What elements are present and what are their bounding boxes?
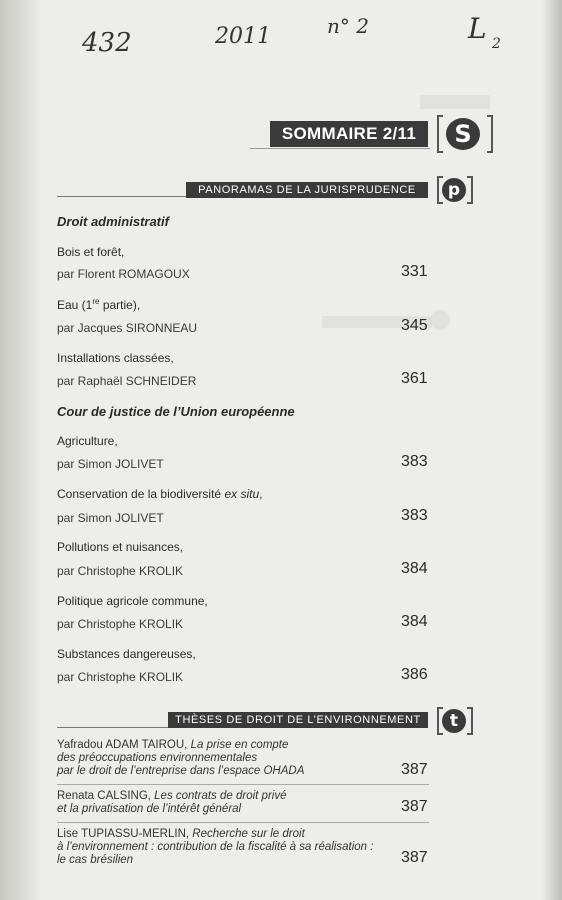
entry-title: Eau (1re partie), (57, 297, 141, 312)
entry-separator (57, 784, 429, 785)
entry-title: Politique agricole commune, (57, 594, 208, 608)
entry-author: par Florent ROMAGOUX (57, 267, 190, 281)
entry-page-number: 384 (401, 613, 428, 630)
entry-page-number: 387 (401, 798, 428, 815)
entry-author: par Raphaël SCHNEIDER (57, 374, 197, 388)
entry-page-number: 384 (401, 560, 428, 577)
handwritten-letter: L (468, 12, 487, 45)
t-letter-icon: t (442, 709, 466, 733)
entry-author: par Christophe KROLIK (57, 564, 184, 578)
entry-author: par Christophe KROLIK (57, 670, 184, 684)
entry-page-number: 387 (401, 849, 428, 866)
entry-title: Pollutions et nuisances, (57, 540, 184, 554)
category-heading: Droit administratif (57, 214, 169, 229)
handwritten-issue: n° 2 (327, 14, 369, 38)
entry-page-number: 331 (401, 263, 428, 280)
thesis-entry-text: Lise TUPIASSU-MERLIN, Recherche sur le droit à l’environnement : contribution de la fiscalité à sa réalisation : le cas brésilien (57, 828, 374, 866)
entry-title: Bois et forêt, (57, 245, 125, 259)
entry-title: Conservation de la biodiversité ex situ, (57, 487, 263, 501)
entry-author: par Simon JOLIVET (57, 457, 164, 471)
p-letter-icon: p (442, 178, 466, 202)
entry-page-number: 387 (401, 761, 428, 778)
section-rule (57, 196, 187, 197)
entry-author: par Jacques SIRONNEAU (57, 321, 198, 335)
thesis-entry-text: Renata CALSING, Les contrats de droit privé et la privatisation de l’intérêt général (57, 790, 287, 815)
entry-author: par Christophe KROLIK (57, 617, 184, 631)
category-heading: Cour de justice de l’Union européenne (57, 404, 295, 419)
entry-separator (57, 822, 429, 823)
handwritten-year: 2011 (215, 24, 271, 49)
page-title: SOMMAIRE 2/11 (270, 121, 428, 147)
entry-page-number: 345 (401, 317, 428, 334)
entry-page-number: 361 (401, 370, 428, 387)
entry-page-number: 386 (401, 666, 428, 683)
entry-page-number: 383 (401, 453, 428, 470)
entry-page-number: 383 (401, 507, 428, 524)
page-gutter-shadow (0, 0, 42, 900)
entry-title: Installations classées, (57, 351, 174, 365)
title-rule (250, 148, 430, 149)
show-through-mark (430, 310, 450, 330)
entry-author: par Simon JOLIVET (57, 511, 164, 525)
entry-title: Substances dangereuses, (57, 647, 196, 661)
show-through-mark (420, 95, 490, 109)
section-title-theses: THÈSES DE DROIT DE L’ENVIRONNEMENT (168, 712, 428, 728)
page-edge-shadow (542, 0, 562, 900)
handwritten-number: 432 (82, 28, 132, 58)
handwritten-subscript: 2 (492, 36, 501, 52)
section-title-panoramas: PANORAMAS DE LA JURISPRUDENCE (186, 182, 428, 198)
entry-title: Agriculture, (57, 434, 118, 448)
s-letter-icon: S (446, 118, 480, 150)
thesis-entry-text: Yafradou ADAM TAIROU, La prise en compte des préoccupations environnementales par le droit de l’entreprise dans l’espace OHADA (57, 739, 305, 777)
section-rule (57, 727, 169, 728)
